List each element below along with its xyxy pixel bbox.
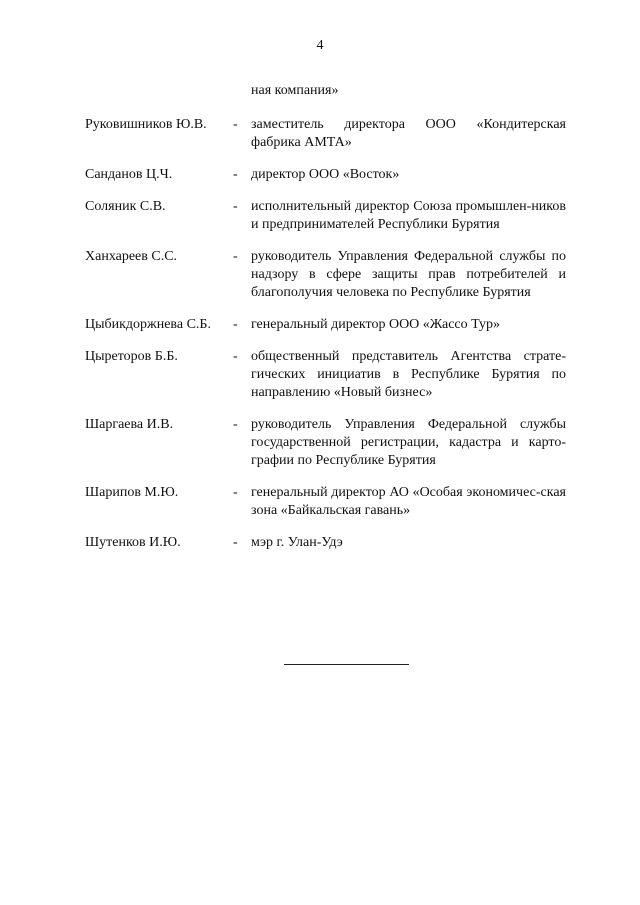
member-role <box>251 116 566 152</box>
role-line: мэр г. Улан-Удэ <box>251 535 343 550</box>
role-line: направлению «Новый бизнес» <box>251 385 433 400</box>
member-role <box>251 248 566 302</box>
member-role <box>251 166 566 184</box>
member-entry <box>85 348 566 402</box>
page-number: 4 <box>316 38 324 53</box>
member-role <box>251 484 566 520</box>
member-dash: - <box>233 167 238 182</box>
role-line: государственной регистрации, кадастра и карто- <box>251 435 566 450</box>
role-line: графии по Республике Бурятия <box>251 453 436 468</box>
role-line: ников и предпринимателей Республики Бурятия <box>251 199 566 232</box>
role-line: руководитель Управления Федеральной службы <box>251 249 546 264</box>
member-entry <box>85 484 566 520</box>
member-name: Шутенков И.Ю. <box>85 535 181 550</box>
role-line: директор ООО «Восток» <box>251 167 400 182</box>
member-dash: - <box>233 417 238 432</box>
member-name: Санданов Ц.Ч. <box>85 167 173 182</box>
member-role <box>251 198 566 234</box>
member-entry <box>85 534 566 552</box>
member-dash: - <box>233 349 238 364</box>
member-role <box>251 534 566 552</box>
role-line: ская зона «Байкальская гавань» <box>251 485 566 518</box>
members-list <box>85 116 566 566</box>
end-rule-divider <box>284 664 409 665</box>
member-name: Ханхареев С.С. <box>85 249 178 264</box>
member-name: Руковишников Ю.В. <box>85 117 207 132</box>
member-dash: - <box>233 317 238 332</box>
role-line: исполнительный директор Союза промышлен- <box>251 199 532 214</box>
member-dash: - <box>233 117 238 132</box>
role-line: гических инициатив в Республике Бурятия по <box>251 367 566 382</box>
member-name: Цыбикдоржнева С.Б. <box>85 317 211 332</box>
member-dash: - <box>233 535 238 550</box>
role-line: фабрика АМТА» <box>251 135 352 150</box>
member-entry <box>85 416 566 470</box>
role-line: благополучия человека по Республике Бурятия <box>251 285 531 300</box>
member-entry <box>85 316 566 334</box>
role-line: по надзору в сфере защиты прав потребителей и <box>251 249 566 282</box>
member-role <box>251 348 566 402</box>
member-dash: - <box>233 485 238 500</box>
role-line: заместитель директора ООО «Кондитерская <box>251 117 566 132</box>
member-entry <box>85 198 566 234</box>
member-name: Цыреторов Б.Б. <box>85 349 178 364</box>
member-name: Шарипов М.Ю. <box>85 485 179 500</box>
role-line: генеральный директор АО «Особая экономичес- <box>251 485 541 500</box>
member-entry <box>85 116 566 152</box>
member-name: Шаргаева И.В. <box>85 417 174 432</box>
member-role <box>251 416 566 470</box>
member-dash: - <box>233 249 238 264</box>
member-entry <box>85 248 566 302</box>
member-dash: - <box>233 199 238 214</box>
member-name: Соляник С.В. <box>85 199 166 214</box>
role-line: генеральный директор ООО «Жассо Тур» <box>251 317 500 332</box>
member-entry <box>85 166 566 184</box>
member-role <box>251 316 566 334</box>
role-line: руководитель Управления Федеральной службы <box>251 417 566 432</box>
continuation-text: ная компания» <box>251 83 339 98</box>
role-line: общественный представитель Агентства страте- <box>251 349 566 364</box>
